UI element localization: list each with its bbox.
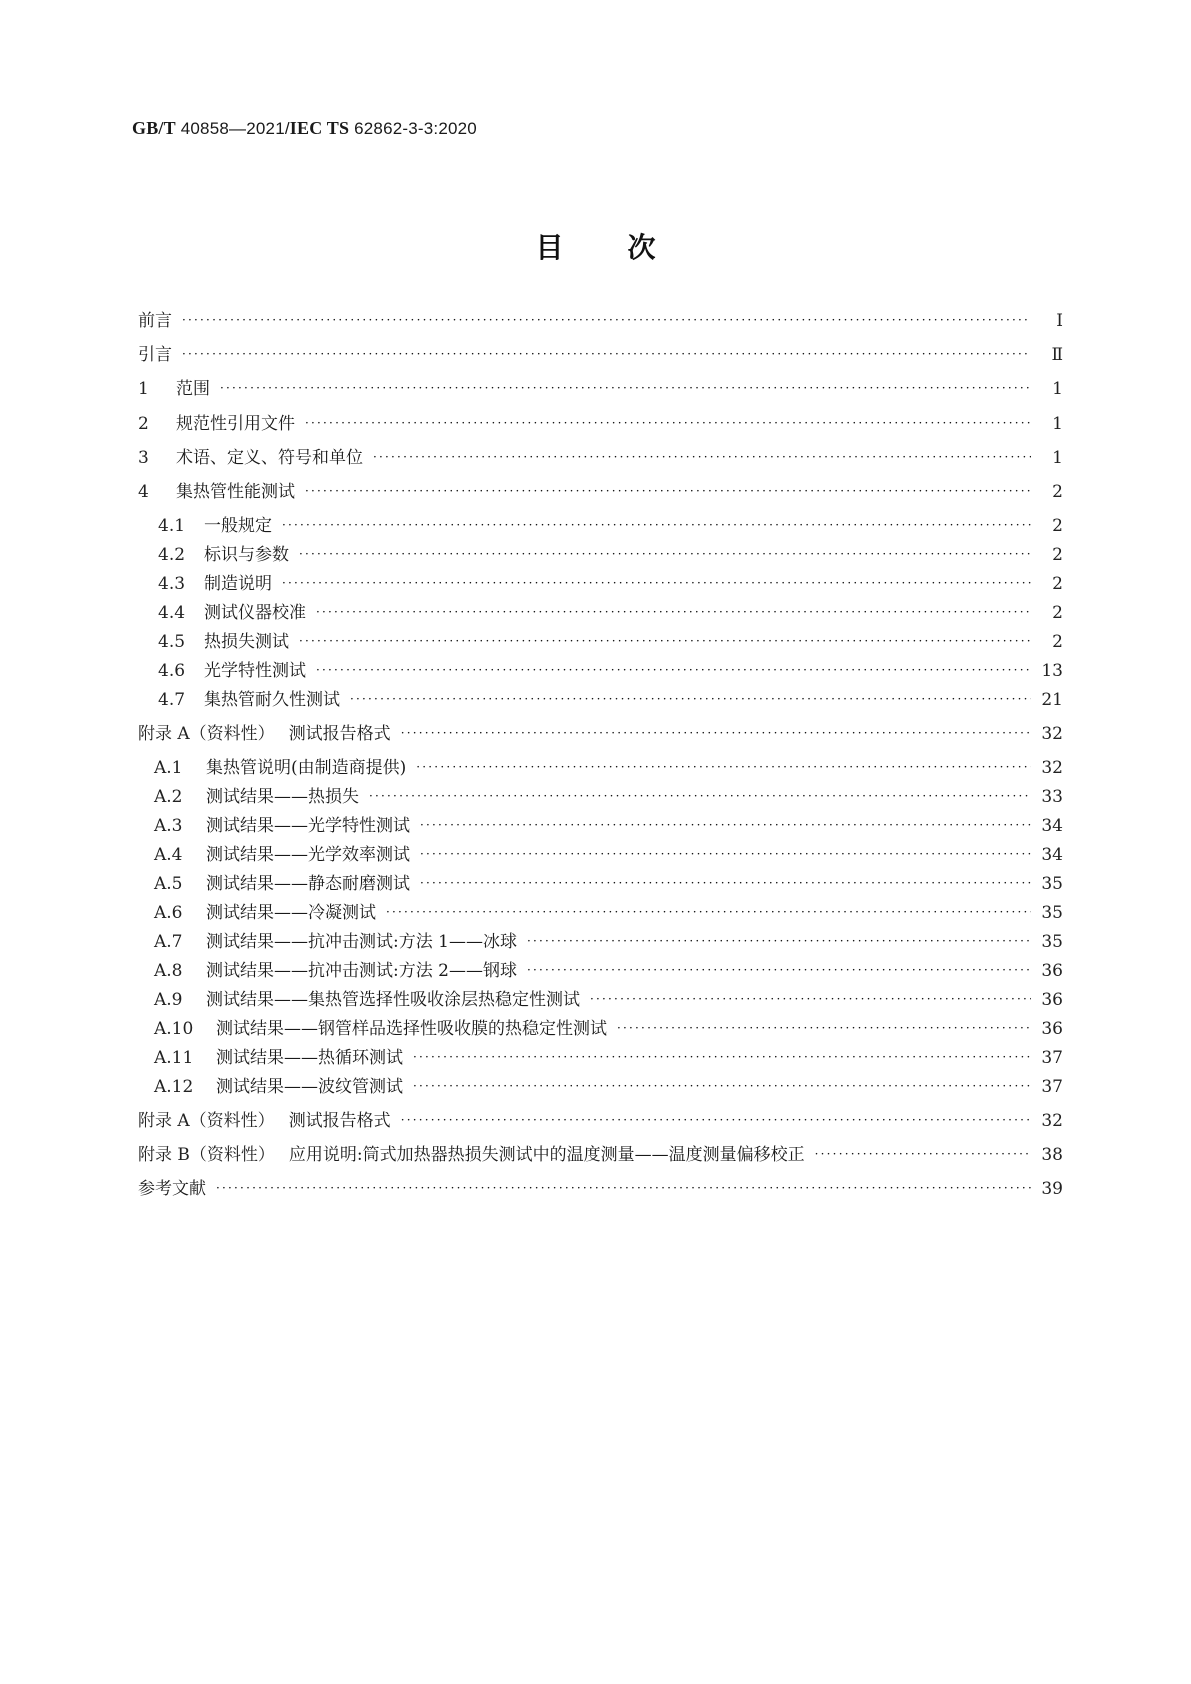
toc-number: A.12 bbox=[154, 1077, 194, 1097]
dot-leader bbox=[413, 1050, 1031, 1064]
toc-entry-a-3[interactable] bbox=[138, 811, 1063, 837]
document-header bbox=[132, 118, 477, 139]
toc-number: 附录 A（资料性） bbox=[138, 724, 275, 744]
dot-leader bbox=[182, 347, 1031, 361]
toc-page: 2 bbox=[1052, 482, 1063, 502]
toc-entry-introduction[interactable] bbox=[138, 340, 1063, 366]
toc-page: 37 bbox=[1041, 1077, 1063, 1097]
toc-label: 集热管耐久性测试 bbox=[204, 690, 340, 710]
toc-entry-bibliography[interactable] bbox=[138, 1174, 1063, 1200]
toc-label: 制造说明 bbox=[204, 574, 272, 594]
toc-entry-a-12[interactable] bbox=[138, 1072, 1063, 1098]
toc-label: 测试结果——抗冲击测试:方法 1——冰球 bbox=[206, 932, 517, 952]
toc-label: 引言 bbox=[138, 345, 172, 365]
toc-number: A.11 bbox=[154, 1048, 194, 1068]
toc-page: 38 bbox=[1041, 1145, 1063, 1165]
toc-entry-a-9[interactable] bbox=[138, 985, 1063, 1011]
dot-leader bbox=[316, 663, 1031, 677]
toc-label: 集热管性能测试 bbox=[176, 482, 295, 502]
dot-leader bbox=[527, 963, 1031, 977]
toc-label: 术语、定义、符号和单位 bbox=[176, 448, 363, 468]
toc-label: 测试结果——钢管样品选择性吸收膜的热稳定性测试 bbox=[216, 1019, 607, 1039]
toc-label: 测试结果——静态耐磨测试 bbox=[206, 874, 410, 894]
dot-leader bbox=[316, 605, 1031, 619]
toc-label: 一般规定 bbox=[204, 516, 272, 536]
toc-number: 4.4 bbox=[158, 603, 186, 623]
toc-number: A.5 bbox=[154, 874, 183, 894]
toc-entry-4-7[interactable] bbox=[138, 685, 1063, 711]
toc-label: 测试仪器校准 bbox=[204, 603, 306, 623]
dot-leader bbox=[416, 760, 1031, 774]
toc-entry-a-5[interactable] bbox=[138, 869, 1063, 895]
toc-number: A.8 bbox=[154, 961, 183, 981]
toc-label: 测试结果——光学效率测试 bbox=[206, 845, 410, 865]
toc-page: 2 bbox=[1052, 632, 1063, 652]
toc-number: 2 bbox=[138, 414, 149, 434]
toc-page: 13 bbox=[1041, 661, 1063, 681]
iec-number: 62862-3-3:2020 bbox=[349, 119, 477, 138]
toc-page: 33 bbox=[1041, 787, 1063, 807]
toc-page: 36 bbox=[1041, 961, 1063, 981]
toc-page: Ⅰ bbox=[1056, 311, 1063, 331]
toc-page: 1 bbox=[1052, 448, 1063, 468]
toc-label: 光学特性测试 bbox=[204, 661, 306, 681]
toc-label: 参考文献 bbox=[138, 1179, 206, 1199]
toc-entry-2[interactable] bbox=[138, 409, 1063, 435]
toc-label: 标识与参数 bbox=[204, 545, 289, 565]
toc-label: 集热管说明(由制造商提供) bbox=[206, 758, 407, 778]
toc-number: A.1 bbox=[154, 758, 183, 778]
toc-number: A.3 bbox=[154, 816, 183, 836]
toc-label: 热损失测试 bbox=[204, 632, 289, 652]
dot-leader bbox=[815, 1147, 1031, 1161]
dot-leader bbox=[299, 634, 1031, 648]
dot-leader bbox=[386, 905, 1031, 919]
toc-page: 2 bbox=[1052, 603, 1063, 623]
page-title bbox=[0, 226, 1191, 266]
toc-label: 测试报告格式 bbox=[288, 1111, 391, 1131]
dot-leader bbox=[220, 381, 1031, 395]
toc-page: 1 bbox=[1052, 414, 1063, 434]
std-number: 40858—2021/ bbox=[175, 119, 290, 138]
dot-leader bbox=[282, 518, 1031, 532]
toc-page: 21 bbox=[1041, 690, 1063, 710]
toc-entry-a-6[interactable] bbox=[138, 898, 1063, 924]
toc-entry-4-2[interactable] bbox=[138, 540, 1063, 566]
toc-entry-4-6[interactable] bbox=[138, 656, 1063, 682]
toc-entry-4-4[interactable] bbox=[138, 598, 1063, 624]
toc-label: 规范性引用文件 bbox=[176, 414, 295, 434]
toc-label: 范围 bbox=[176, 379, 210, 399]
toc-label: 测试结果——冷凝测试 bbox=[206, 903, 376, 923]
toc-entry-4-1[interactable] bbox=[138, 511, 1063, 537]
toc-number: 4.7 bbox=[158, 690, 186, 710]
toc-page: 36 bbox=[1041, 1019, 1063, 1039]
dot-leader bbox=[420, 847, 1031, 861]
std-prefix: GB/T bbox=[132, 118, 176, 138]
toc-page: 1 bbox=[1052, 379, 1063, 399]
toc-number: A.4 bbox=[154, 845, 183, 865]
dot-leader bbox=[305, 416, 1031, 430]
toc-number: 附录 B（资料性） bbox=[138, 1145, 275, 1165]
toc-number: A.6 bbox=[154, 903, 183, 923]
toc-entry-appendix-b[interactable] bbox=[138, 1140, 1063, 1166]
toc-entry-foreword[interactable] bbox=[138, 306, 1063, 332]
toc-label: 测试报告格式 bbox=[288, 724, 391, 744]
toc-page: 34 bbox=[1041, 845, 1063, 865]
dot-leader bbox=[369, 789, 1031, 803]
toc-entry-a-8[interactable] bbox=[138, 956, 1063, 982]
toc-page: 32 bbox=[1041, 758, 1063, 778]
toc-number: 4.1 bbox=[158, 516, 186, 536]
toc-label: 测试结果——热损失 bbox=[206, 787, 359, 807]
toc-page: 32 bbox=[1041, 1111, 1063, 1131]
dot-leader bbox=[373, 450, 1031, 464]
toc-page: 37 bbox=[1041, 1048, 1063, 1068]
toc-page: 36 bbox=[1041, 990, 1063, 1010]
toc-page: 2 bbox=[1052, 516, 1063, 536]
toc-page: 35 bbox=[1041, 903, 1063, 923]
toc-entry-1[interactable] bbox=[138, 374, 1063, 400]
dot-leader bbox=[216, 1181, 1031, 1195]
toc-entry-appendix-a-repeat[interactable] bbox=[138, 1106, 1063, 1132]
toc-label: 前言 bbox=[138, 311, 172, 331]
dot-leader bbox=[617, 1021, 1031, 1035]
toc-entry-a-2[interactable] bbox=[138, 782, 1063, 808]
toc-number: A.2 bbox=[154, 787, 183, 807]
toc-number: 附录 A（资料性） bbox=[138, 1111, 275, 1131]
dot-leader bbox=[299, 547, 1031, 561]
toc-number: 4.5 bbox=[158, 632, 186, 652]
dot-leader bbox=[420, 818, 1031, 832]
toc-page: 35 bbox=[1041, 932, 1063, 952]
dot-leader bbox=[420, 876, 1031, 890]
toc-entry-a-11[interactable] bbox=[138, 1043, 1063, 1069]
toc-entry-a-1[interactable] bbox=[138, 753, 1063, 779]
dot-leader bbox=[305, 484, 1031, 498]
toc-number: 4.2 bbox=[158, 545, 186, 565]
title-char-2: 次 bbox=[627, 231, 656, 264]
toc-number: A.7 bbox=[154, 932, 183, 952]
title-char-1: 目 bbox=[535, 231, 564, 264]
toc-page: 32 bbox=[1041, 724, 1063, 744]
dot-leader bbox=[401, 1113, 1031, 1127]
toc-label: 测试结果——热循环测试 bbox=[216, 1048, 403, 1068]
toc-entry-a-7[interactable] bbox=[138, 927, 1063, 953]
toc-page: 35 bbox=[1041, 874, 1063, 894]
toc-number: 4.6 bbox=[158, 661, 186, 681]
toc-number: 4 bbox=[138, 482, 149, 502]
toc-label: 测试结果——抗冲击测试:方法 2——钢球 bbox=[206, 961, 517, 981]
dot-leader bbox=[413, 1079, 1031, 1093]
toc-number: A.10 bbox=[154, 1019, 194, 1039]
toc-entry-a-4[interactable] bbox=[138, 840, 1063, 866]
dot-leader bbox=[182, 313, 1031, 327]
toc-number: 3 bbox=[138, 448, 149, 468]
dot-leader bbox=[401, 726, 1031, 740]
toc-number: 4.3 bbox=[158, 574, 186, 594]
toc-page: Ⅱ bbox=[1051, 345, 1063, 365]
dot-leader bbox=[527, 934, 1031, 948]
toc-page: 2 bbox=[1052, 545, 1063, 565]
toc-entry-4-3[interactable] bbox=[138, 569, 1063, 595]
toc-number: A.9 bbox=[154, 990, 183, 1010]
toc-entry-3[interactable] bbox=[138, 443, 1063, 469]
toc-entry-appendix-a[interactable] bbox=[138, 719, 1063, 745]
toc-page: 2 bbox=[1052, 574, 1063, 594]
toc-entry-4-5[interactable] bbox=[138, 627, 1063, 653]
dot-leader bbox=[350, 692, 1031, 706]
toc-label: 应用说明:筒式加热器热损失测试中的温度测量——温度测量偏移校正 bbox=[288, 1145, 805, 1165]
toc-page: 39 bbox=[1041, 1179, 1063, 1199]
toc-label: 测试结果——波纹管测试 bbox=[216, 1077, 403, 1097]
toc-number: 1 bbox=[138, 379, 149, 399]
dot-leader bbox=[590, 992, 1031, 1006]
toc-label: 测试结果——光学特性测试 bbox=[206, 816, 410, 836]
toc-entry-4[interactable] bbox=[138, 477, 1063, 503]
toc-entry-a-10[interactable] bbox=[138, 1014, 1063, 1040]
toc-page: 34 bbox=[1041, 816, 1063, 836]
toc-label: 测试结果——集热管选择性吸收涂层热稳定性测试 bbox=[206, 990, 580, 1010]
iec-prefix: IEC TS bbox=[289, 118, 350, 138]
dot-leader bbox=[282, 576, 1031, 590]
